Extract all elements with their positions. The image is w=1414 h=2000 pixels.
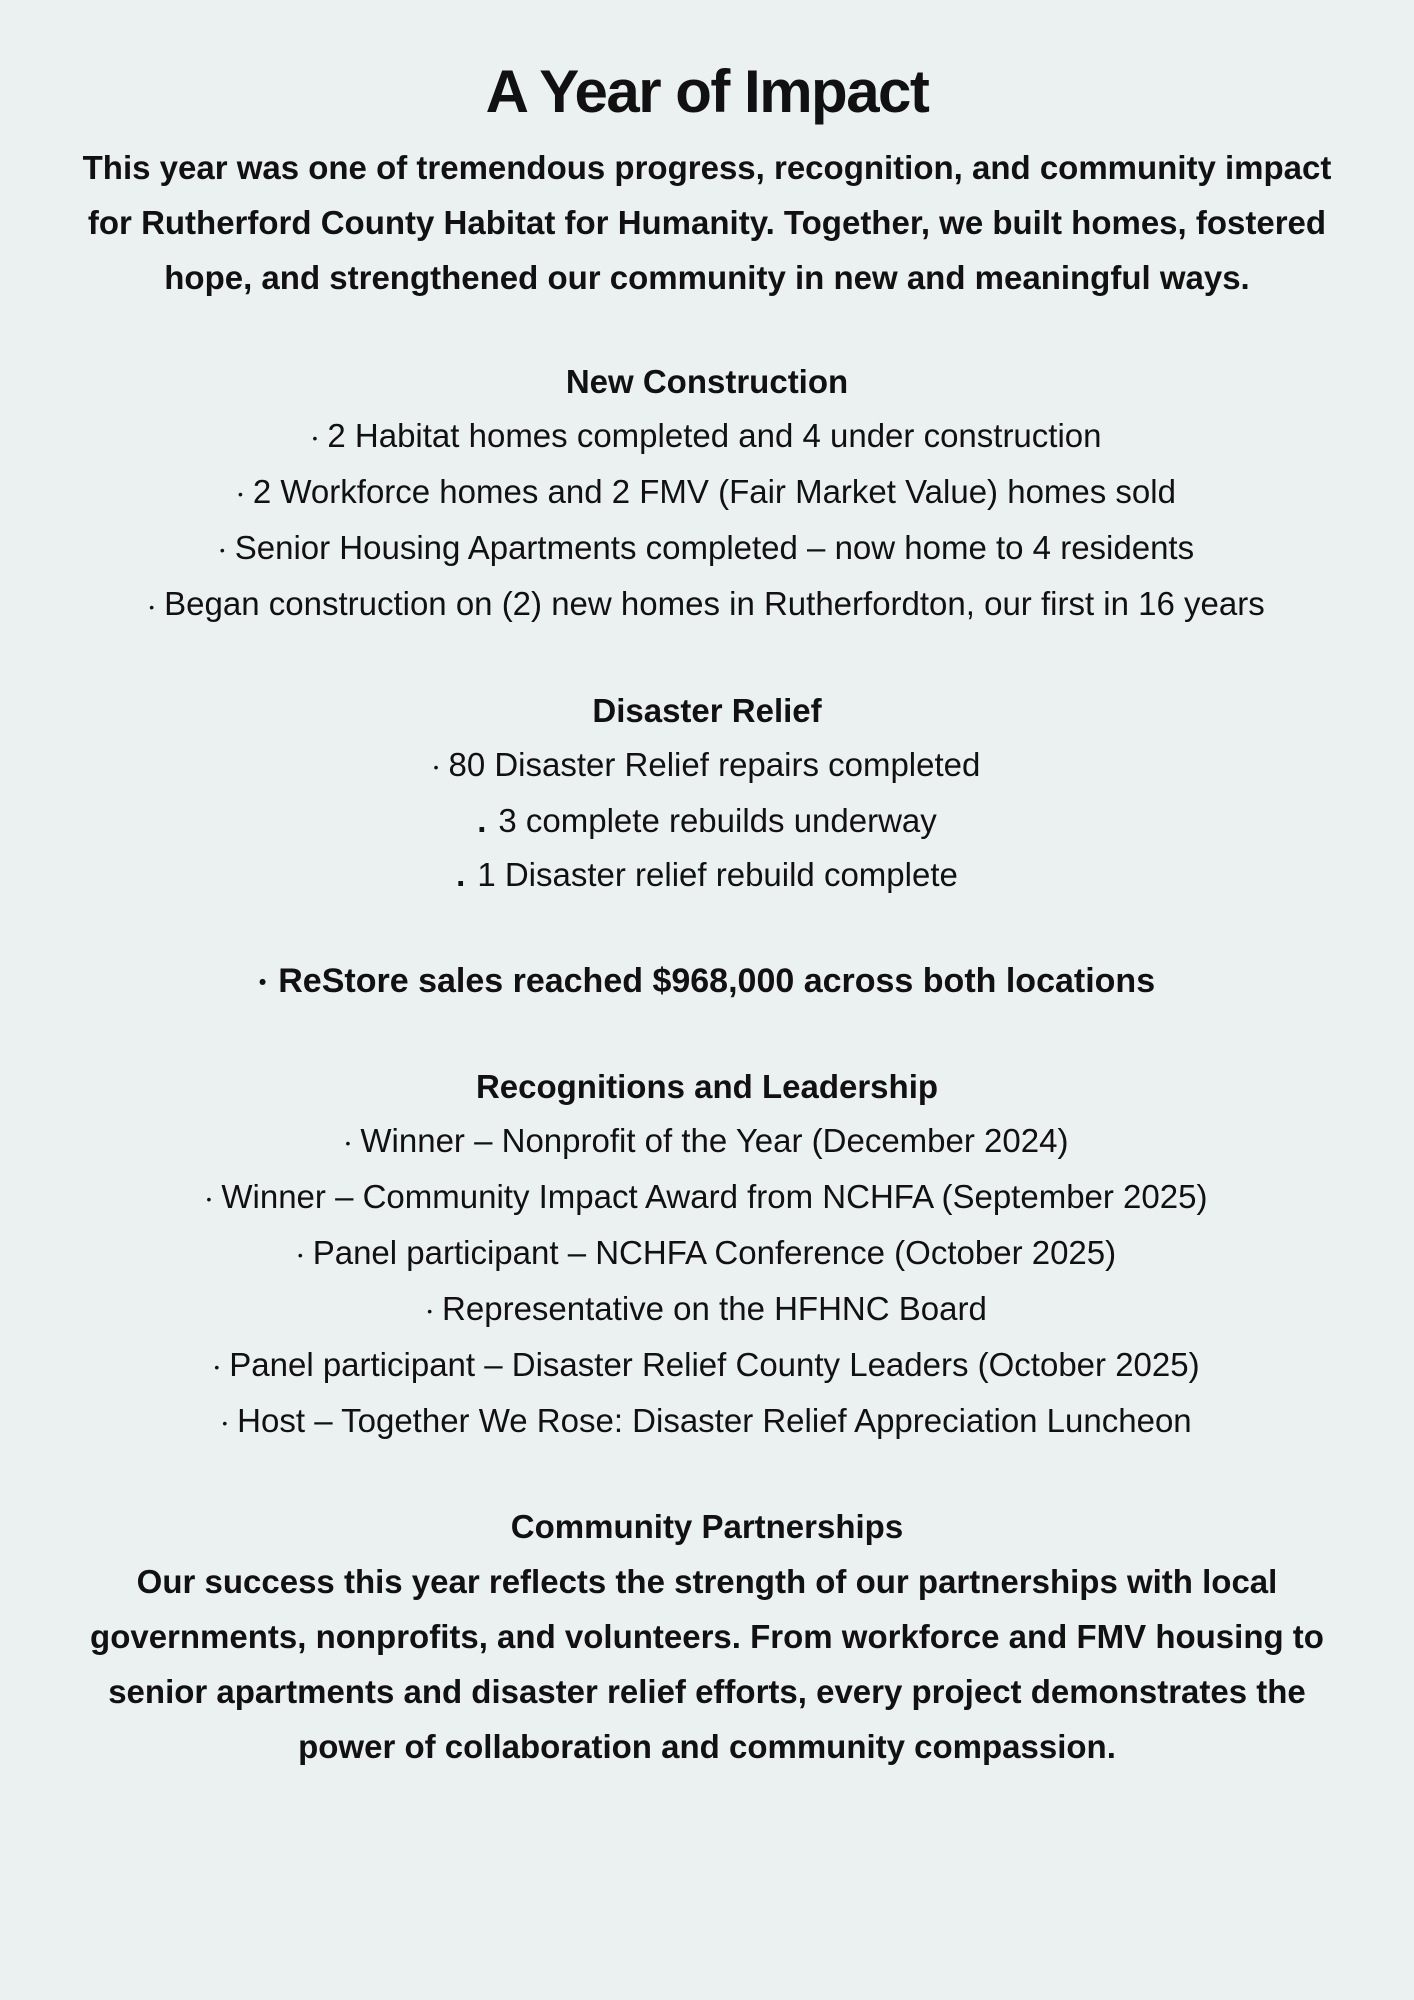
intro-paragraph: This year was one of tremendous progress, recognition, and community impact for Rutherford County Habitat for Humanity. Together, we built homes, fostered hope, and strengthened our community in new and meaningful ways. <box>82 149 1332 296</box>
highlight-text: ReStore sales reached $968,000 across both locations <box>278 961 1156 1000</box>
bullet-text: 80 Disaster Relief repairs completed <box>448 745 981 783</box>
page-title: A Year of Impact <box>485 58 929 125</box>
recognitions-list <box>16 1114 1398 1451</box>
section-heading-new-construction: New Construction <box>565 363 849 400</box>
bullet-item <box>16 848 1398 902</box>
bullet-item <box>16 1282 1398 1338</box>
bullet-text: 2 Habitat homes completed and 4 under construction <box>327 417 1102 454</box>
bullet-dot-icon: • <box>297 1247 303 1264</box>
section-community-partnerships <box>16 1500 1398 1774</box>
bullet-item <box>16 738 1398 794</box>
bullet-text: 3 complete rebuilds underway <box>498 801 937 839</box>
restore-sales-highlight <box>16 954 1398 1010</box>
new-construction-list <box>16 409 1398 634</box>
section-disaster-relief <box>16 684 1398 902</box>
bullet-dot-icon: • <box>258 970 267 994</box>
disaster-relief-list <box>16 738 1398 902</box>
bullet-dot-icon: • <box>222 1415 228 1432</box>
bullet-text: Panel participant – NCHFA Conference (October 2025) <box>312 1233 1117 1271</box>
bullet-item <box>16 1114 1398 1170</box>
bullet-text: Winner – Community Impact Award from NCHFA (September 2025) <box>221 1177 1208 1215</box>
bullet-dot-icon: • <box>433 758 439 775</box>
bullet-dot-icon: • <box>214 1359 220 1376</box>
bullet-item <box>16 794 1398 848</box>
bullet-item <box>16 1226 1398 1282</box>
bullet-item <box>16 1338 1398 1394</box>
community-partnerships-paragraph: Our success this year reflects the strength of our partnerships with local governments, nonprofits, and volunteers. From workforce and FMV housing to senior apartments and disaster relief efforts, every project demonstrates the power of collaboration and community compassion. <box>90 1563 1324 1766</box>
bullet-text: Winner – Nonprofit of the Year (December 2024) <box>360 1121 1069 1159</box>
bullet-dot-icon: • <box>345 1134 351 1151</box>
bullet-period-icon: . <box>456 855 466 893</box>
bullet-item <box>16 521 1398 577</box>
bullet-item <box>16 465 1398 521</box>
section-recognitions <box>16 1060 1398 1451</box>
bullet-dot-icon: • <box>427 1303 433 1320</box>
bullet-dot-icon: • <box>312 430 318 447</box>
bullet-period-icon: . <box>477 801 487 839</box>
bullet-item <box>16 1394 1398 1450</box>
bullet-text: Began construction on (2) new homes in Rutherfordton, our first in 16 years <box>164 585 1265 623</box>
bullet-text: Panel participant – Disaster Relief County Leaders (October 2025) <box>229 1346 1200 1384</box>
bullet-item <box>147 577 1267 633</box>
section-heading-disaster-relief: Disaster Relief <box>592 691 822 729</box>
bullet-dot-icon: • <box>238 486 243 503</box>
bullet-text: Senior Housing Apartments completed – now home to 4 residents <box>234 529 1195 567</box>
section-new-construction <box>16 355 1398 634</box>
bullet-text: Representative on the HFHNC Board <box>442 1290 987 1328</box>
bullet-item <box>16 409 1398 465</box>
bullet-dot-icon: • <box>149 598 155 615</box>
bullet-dot-icon: • <box>219 542 225 559</box>
section-heading-community-partnerships: Community Partnerships <box>510 1508 904 1546</box>
bullet-text: 2 Workforce homes and 2 FMV (Fair Market Value) homes sold <box>252 473 1176 511</box>
bullet-item <box>16 1170 1398 1226</box>
bullet-dot-icon: • <box>206 1190 212 1207</box>
bullet-text: Host – Together We Rose: Disaster Relief Appreciation Luncheon <box>237 1402 1192 1440</box>
section-heading-recognitions: Recognitions and Leadership <box>475 1067 939 1105</box>
bullet-text: 1 Disaster relief rebuild complete <box>477 855 958 893</box>
